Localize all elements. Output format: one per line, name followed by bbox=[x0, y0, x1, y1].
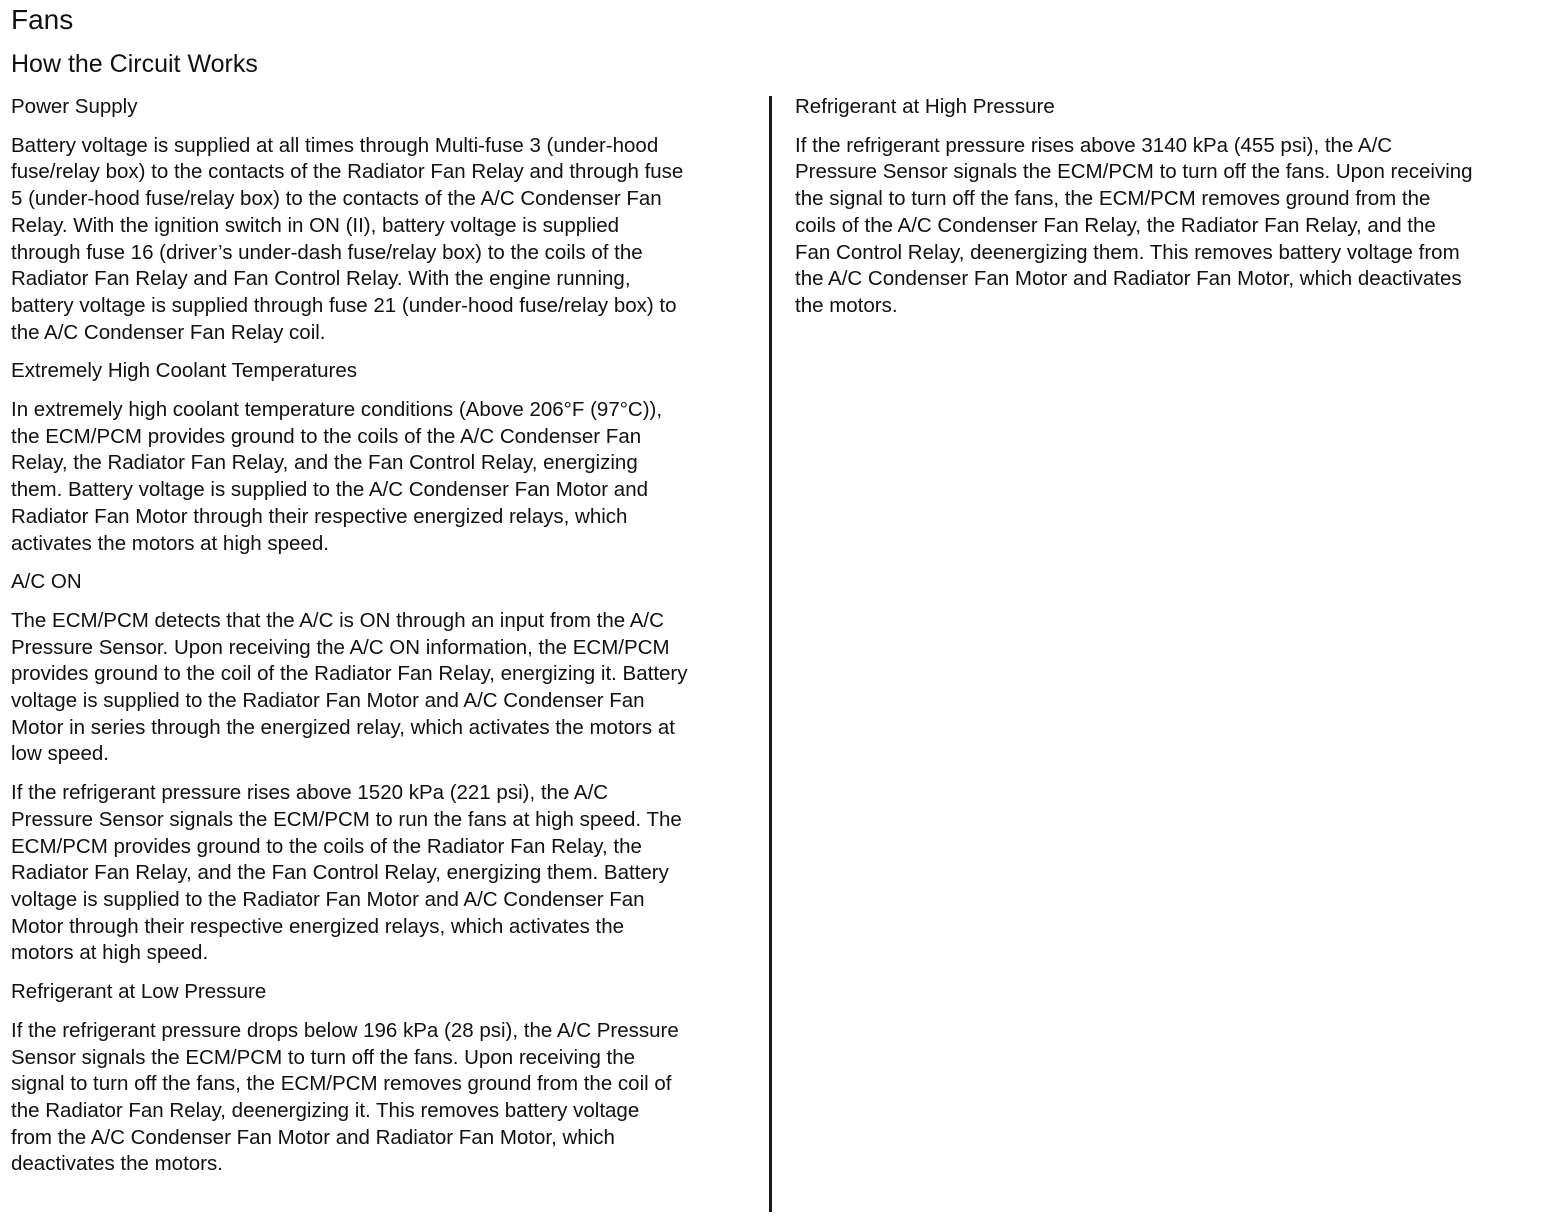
page-title: Fans bbox=[11, 4, 74, 35]
section-heading: Refrigerant at Low Pressure bbox=[11, 980, 267, 1004]
section-ac-on bbox=[11, 569, 756, 967]
section-heading: Extremely High Coolant Temperatures bbox=[11, 359, 357, 383]
right-column bbox=[795, 94, 1535, 332]
section-paragraph: If the refrigerant pressure rises above 3140 kPa (455 psi), the A/C Pressure Sensor signals the ECM/PCM to turn off the fans. Upon receiving the signal to turn off the fans, the ECM/PCM removes ground from the coils of the A/C Condenser Fan Relay, the Radiator Fan Relay, and the Fan Control Relay, deenergizing them. This removes battery voltage from the A/C Condenser Fan Motor and Radiator Fan Motor, which deactivates the motors. bbox=[795, 133, 1473, 317]
page-subtitle: How the Circuit Works bbox=[11, 50, 258, 78]
section-heading: Power Supply bbox=[11, 95, 138, 118]
section-paragraph: In extremely high coolant temperature conditions (Above 206°F (97°C)), the ECM/PCM provides ground to the coils of the A/C Condenser Fan Relay, the Radiator Fan Relay, and the Fan Control Relay, energizing them. Battery voltage is supplied to the A/C Condenser Fan Motor and Radiator Fan Motor through their respective energized relays, which activates the motors at high speed. bbox=[11, 398, 663, 555]
section-heading: Refrigerant at High Pressure bbox=[795, 95, 1055, 118]
section-paragraph: If the refrigerant pressure drops below 196 kPa (28 psi), the A/C Pressure Sensor signals the ECM/PCM to turn off the fans. Upon receiving the signal to turn off the fans, the ECM/PCM removes ground from the coil of the Radiator Fan Relay, deenergizing it. This removes battery voltage from the A/C Condenser Fan Motor and Radiator Fan Motor, which deactivates the motors. bbox=[11, 1018, 679, 1176]
section-refrigerant-high-pressure bbox=[795, 94, 1535, 320]
section-paragraph: Battery voltage is supplied at all times through Multi-fuse 3 (under-hood fuse/relay box) to the contacts of the Radiator Fan Relay and through fuse 5 (under-hood fuse/relay box) to the contacts of the A/C Condenser Fan Relay. With the ignition switch in ON (II), battery voltage is supplied through fuse 16 (driver’s under-dash fuse/relay box) to the coils of the Radiator Fan Relay and Fan Control Relay. With the engine running, battery voltage is supplied through fuse 21 (under-hood fuse/relay box) to the A/C Condenser Fan Relay coil. bbox=[11, 133, 684, 344]
section-paragraph: If the refrigerant pressure rises above 1520 kPa (221 psi), the A/C Pressure Sensor signals the ECM/PCM to run the fans at high speed. The ECM/PCM provides ground to the coils of the Radiator Fan Relay, the Radiator Fan Relay, and the Fan Control Relay, energizing them. Battery voltage is supplied to the Radiator Fan Motor and A/C Condenser Fan Motor through their respective energized relays, which activates the motors at high speed. bbox=[11, 781, 682, 965]
section-heading: A/C ON bbox=[11, 570, 82, 594]
section-paragraph: The ECM/PCM detects that the A/C is ON through an input from the A/C Pressure Sensor. Upon receiving the A/C ON information, the ECM/PCM provides ground to the coil of the Radiator Fan Relay, energizing it. Battery voltage is supplied to the Radiator Fan Motor and A/C Condenser Fan Motor in series through the energized relay, which activates the motors at low speed. bbox=[11, 608, 688, 766]
section-power-supply bbox=[11, 94, 756, 346]
left-column bbox=[11, 94, 756, 1190]
section-refrigerant-low-pressure bbox=[11, 979, 756, 1178]
column-divider bbox=[769, 96, 772, 1212]
section-extremely-high-coolant-temperatures bbox=[11, 358, 756, 557]
